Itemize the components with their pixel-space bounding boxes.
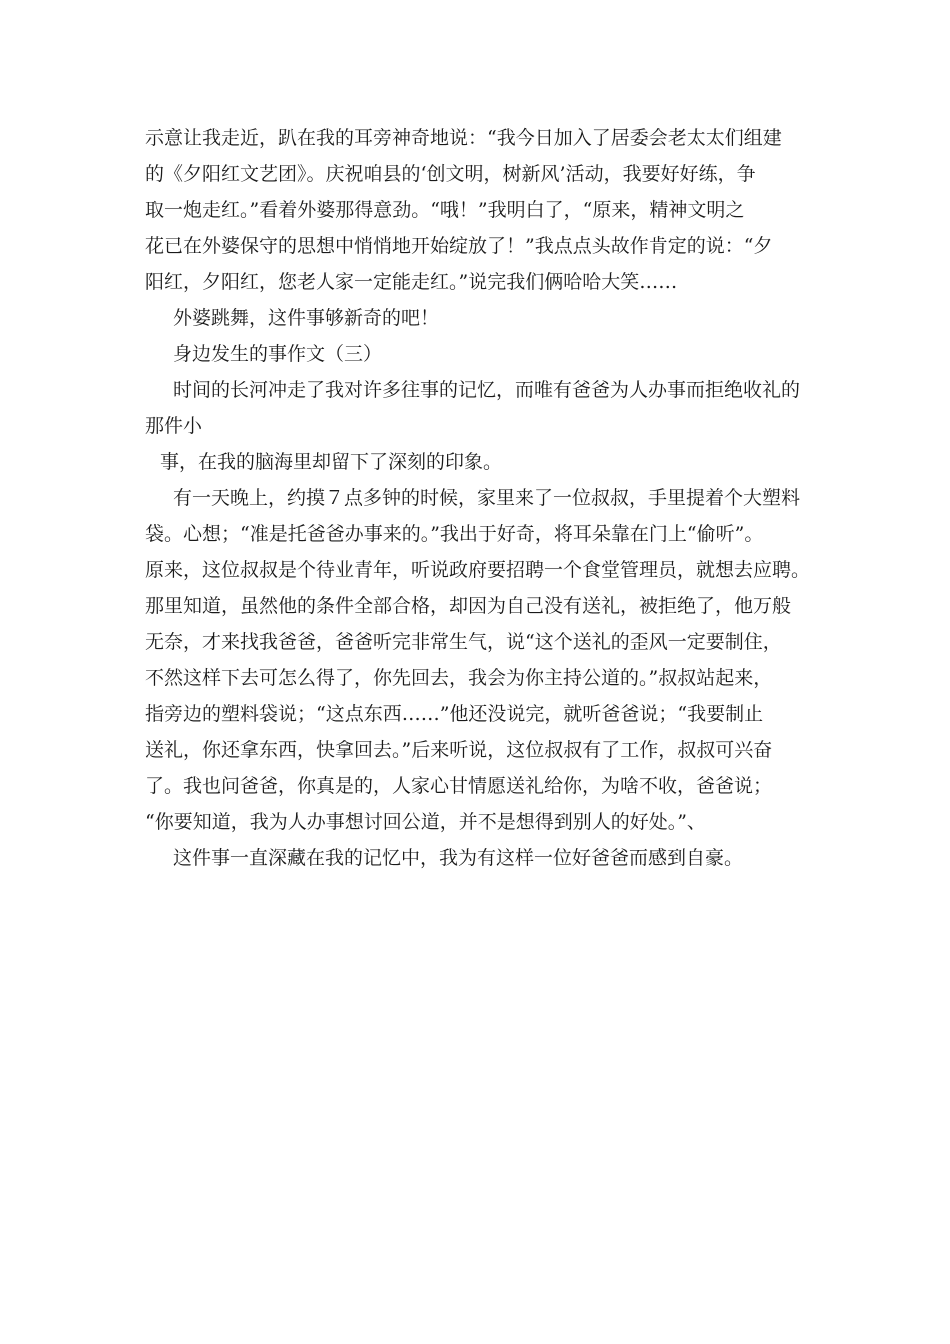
text-line: 不然这样下去可怎么得了，你先回去，我会为你主持公道的。”叔叔站起来， — [145, 667, 773, 689]
text-line: 那里知道，虽然他的条件全部合格，却因为自己没有送礼，被拒绝了，他万般 — [145, 595, 792, 617]
text-line: 取一炮走红。”看着外婆那得意劲。“哦！”我明白了，“原来，精神文明之 — [145, 199, 745, 221]
section-heading: 身边发生的事作文（三） — [173, 343, 383, 365]
text-line: 这件事一直深藏在我的记忆中，我为有这样一位好爸爸而感到自豪。 — [173, 847, 744, 869]
text-line: 那件小 — [145, 415, 203, 437]
text-line: “你要知道，我为人办事想讨回公道，并不是想得到别人的好处。”、 — [145, 811, 706, 833]
text-line: 花已在外婆保守的思想中悄悄地开始绽放了！”我点点头故作肯定的说：“夕 — [145, 235, 773, 257]
text-line: 送礼，你还拿东西，快拿回去。”后来听说，这位叔叔有了工作，叔叔可兴奋 — [145, 739, 773, 761]
text-line: 的《夕阳红文艺团》。庆祝咱县的‘创文明，树新风’活动，我要好好练，争 — [145, 163, 756, 185]
text-line: 有一天晚上，约摸７点多钟的时候，家里来了一位叔叔，手里提着个大塑料 — [173, 487, 801, 509]
text-line: 阳红，夕阳红，您老人家一定能走红。”说完我们俩哈哈大笑…… — [145, 271, 678, 293]
text-line: 袋。心想；“准是托爸爸办事来的。”我出于好奇，将耳朵靠在门上“偷听”。 — [145, 523, 764, 545]
text-line: 外婆跳舞，这件事够新奇的吧！ — [173, 307, 440, 329]
text-line: 时间的长河冲走了我对许多往事的记忆，而唯有爸爸为人办事而拒绝收礼的 — [173, 379, 801, 401]
text-line: 了。我也问爸爸，你真是的，人家心甘情愿送礼给你，为啥不收，爸爸说； — [145, 775, 773, 797]
text-line: 无奈，才来找我爸爸，爸爸听完非常生气，说“这个送礼的歪风一定要制住， — [145, 631, 782, 653]
text-line: 示意让我走近，趴在我的耳旁神奇地说：“我今日加入了居委会老太太们组建 — [145, 127, 782, 149]
text-line: 指旁边的塑料袋说；“这点东西……”他还没说完，就听爸爸说；“我要制止 — [145, 703, 764, 725]
text-line: 事，在我的脑海里却留下了深刻的印象。 — [160, 451, 503, 473]
text-line: 原来，这位叔叔是个待业青年，听说政府要招聘一个食堂管理员，就想去应聘。 — [145, 559, 811, 581]
